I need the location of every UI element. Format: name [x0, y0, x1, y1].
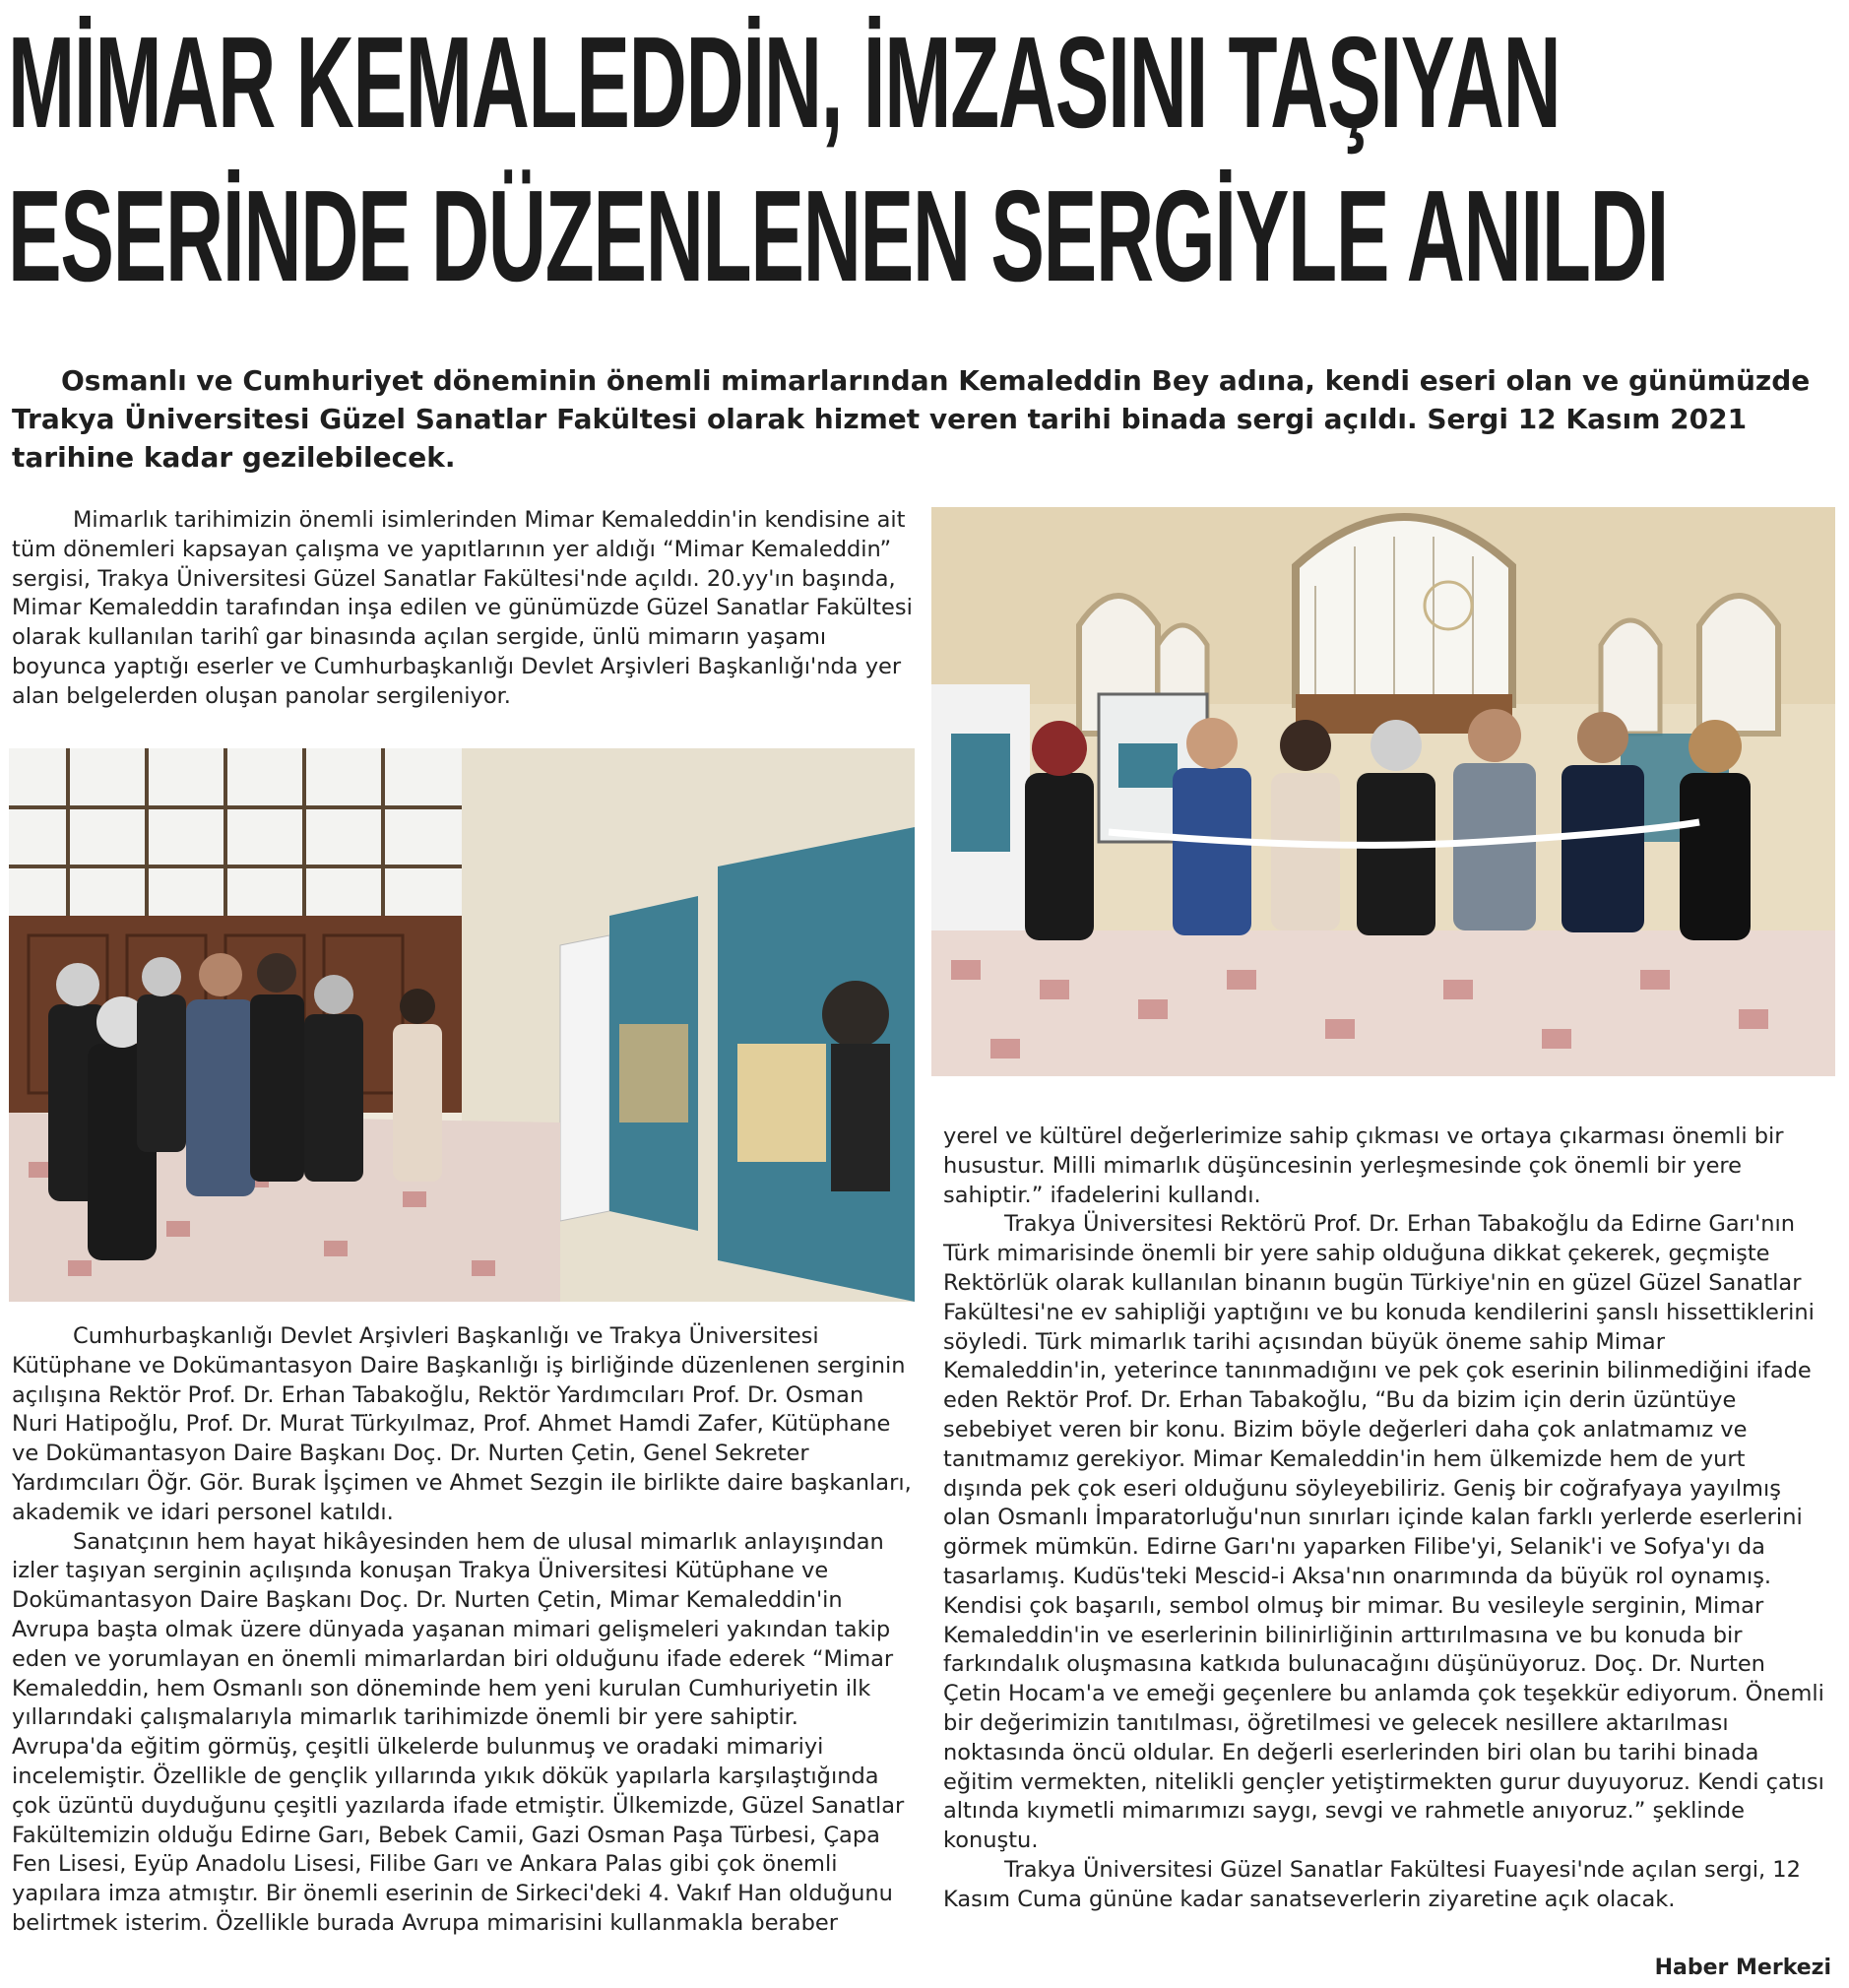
headline-line-2: ESERİNDE DÜZENLENEN SERGİYLE ANILDI: [8, 163, 1669, 308]
paragraph: Cumhurbaşkanlığı Devlet Arşivleri Başkanlığı ve Trakya Üniversitesi Kütüphane ve Dokümantasyon Daire Başkanlığı iş birliğinde düzenlenen serginin açılışına Rektör Prof. Dr. Erhan Tabakoğlu, Rektör Yardımcıları Prof. Dr. Osman Nuri Hatipoğlu, Prof. Dr. Murat Türkyılmaz, Prof. Ahmet Hamdi Zafer, Kütüphane ve Dokümantasyon Daire Başkanı Doç. Dr. Nurten Çetin, Genel Sekreter Yardımcıları Öğr. Gör. Burak İşçimen ve Ahmet Sezgin ile birlikte daire başkanları, akademik ve idari personel katıldı.: [12, 1323, 912, 1525]
byline: Haber Merkezi: [1654, 1956, 1831, 1980]
ribbon-cutting-photo: [931, 507, 1835, 1076]
paragraph: Sanatçının hem hayat hikâyesinden hem de ulusal mimarlık anlayışından izler taşıyan serginin açılışında konuşan Trakya Üniversitesi Kütüphane ve Dokümantasyon Daire Başkanı Doç. Dr. Nurten Çetin, Mimar Kemaleddin'in Avrupa başta olmak üzere dünyada yaşanan mimari gelişmeleri yakından takip eden ve yorumlayan en önemli mimarlardan biri olduğunu ifade ederek “Mimar Kemaleddin, hem Osmanlı son döneminde hem yeni kurulan Cumhuriyetin ilk yıllarındaki çalışmalarıyla mimarlık tarihimizde önemli bir yere sahiptir. Avrupa'da eğitim görmüş, çeşitli ülkelerde bulunmuş ve oradaki mimariyi incelemiştir. Özellikle de gençlik yıllarında yıkık dökük yapılarla karşılaştığında çok üzüntü duyduğunu çeşitli yazılarda ifade etmiştir. Ülkemizde, Güzel Sanatlar Fakültemizin olduğu Edirne Garı, Bebek Camii, Gazi Osman Paşa Türbesi, Çapa Fen Lisesi, Eyüp Anadolu Lisesi, Filibe Garı ve Ankara Palas gibi çok önemli yapılara imza atmıştır. Bir önemli eserinin de Sirkeci'deki 4. Vakıf Han olduğunu belirtmek isterim. Özellikle burada Avrupa mimarisini kullanmakla beraber: [12, 1528, 905, 1936]
exhibition-visit-photo: [9, 748, 915, 1302]
lead-paragraph: [12, 361, 1833, 477]
column-c: [943, 1122, 1829, 1915]
paragraph: Trakya Üniversitesi Rektörü Prof. Dr. Erhan Tabakoğlu da Edirne Garı'nın Türk mimarisinde önemli bir yere sahip olduğuna dikkat çekerek, geçmişte Rektörlük olarak kullanılan binanın bugün Türkiye'nin en güzel Güzel Sanatlar Fakültesi'ne ev sahipliği yaptığını ve bu konuda kendilerini şanslı hissettiklerini söyledi. Türk mimarlık tarihi açısından büyük öneme sahip Mimar Kemaleddin'in, yeterince tanınmadığını ve pek çok eserinin bilinmediğini ifade eden Rektör Prof. Dr. Erhan Tabakoğlu, “Bu da bizim için derin üzüntüye sebebiyet veren bir konu. Bizim böyle değerleri daha çok anlatmamız ve tanıtmamız gerekiyor. Mimar Kemaleddin'in hem ülkemizde hem de yurt dışında pek çok eseri olduğunu söyleyebiliriz. Geniş bir coğrafyaya yayılmış olan Osmanlı İmparatorluğu'nun sınırları içinde kalan farklı yerlerde eserlerini görmek mümkün. Edirne Garı'nı yaparken Filibe'yi, Selanik'i ve Sofya'yı da tasarlamış. Kudüs'teki Mescid-i Aksa'nın onarımında da büyük rol oynamış. Kendisi çok başarılı, sembol olmuş bir mimar. Bu vesileyle serginin, Mimar Kemaleddin'in ve eserlerinin bilinirliğinin arttırılmasına ve bu konuda bir farkındalık oluşmasına katkıda bulunacağını düşünüyoruz. Doç. Dr. Nurten Çetin Hocam'a ve emeği geçenlere bu anlamda çok teşekkür ediyorum. Önemli bir değerimizin tanıtılması, öğretilmesi ve gelecek nesillere aktarılması noktasında öncü oldular. En değerli eserlerinden biri olan bu tarihi binada eğitim vermekten, nitelikli gençler yetiştirmekten gurur duyuyoruz. Kendi çatısı altında kıymetli mimarımızı saygı, sevgi ve rahmetle anıyoruz.” şeklinde konuştu.: [943, 1211, 1824, 1854]
paragraph: Mimarlık tarihimizin önemli isimlerinden Mimar Kemaleddin'in kendisine ait tüm dönemleri kapsayan çalışma ve yapıtlarının yer aldığı “Mimar Kemaleddin” sergisi, Trakya Üniversitesi Güzel Sanatlar Fakültesi'nde açıldı. 20.yy'ın başında, Mimar Kemaleddin tarafından inşa edilen ve günümüzde Güzel Sanatlar Fakültesi olarak kullanılan tarihî gar binasında açılan sergide, ünlü mimarın yaşamı boyunca yaptığı eserler ve Cumhurbaşkanlığı Devlet Arşivleri Başkanlığı'nda yer alan belgelerden oluşan panolar sergileniyor.: [12, 507, 913, 709]
column-a: [12, 506, 913, 712]
paragraph: Trakya Üniversitesi Güzel Sanatlar Fakültesi Fuayesi'nde açılan sergi, 12 Kasım Cuma gününe kadar sanatseverlerin ziyaretine açık olacak.: [943, 1856, 1801, 1912]
headline-line-1: MİMAR KEMALEDDİN, İMZASINI TAŞIYAN: [8, 10, 1561, 155]
lead-text: Osmanlı ve Cumhuriyet döneminin önemli mimarlarından Kemaleddin Bey adına, kendi eseri olan ve günümüzde Trakya Üniversitesi Güzel Sanatlar Fakültesi olarak hizmet veren tarihi binada sergi açıldı. Sergi 12 Kasım 2021 tarihine kadar gezilebilecek.: [12, 364, 1811, 474]
paragraph: yerel ve kültürel değerlerimize sahip çıkması ve ortaya çıkarması önemli bir husustur. Milli mimarlık düşüncesinin yerleşmesinde çok önemli bir yere sahiptir.” ifadelerini kullandı.: [943, 1123, 1784, 1208]
column-b: [12, 1322, 913, 1939]
headline: [8, 10, 1669, 309]
